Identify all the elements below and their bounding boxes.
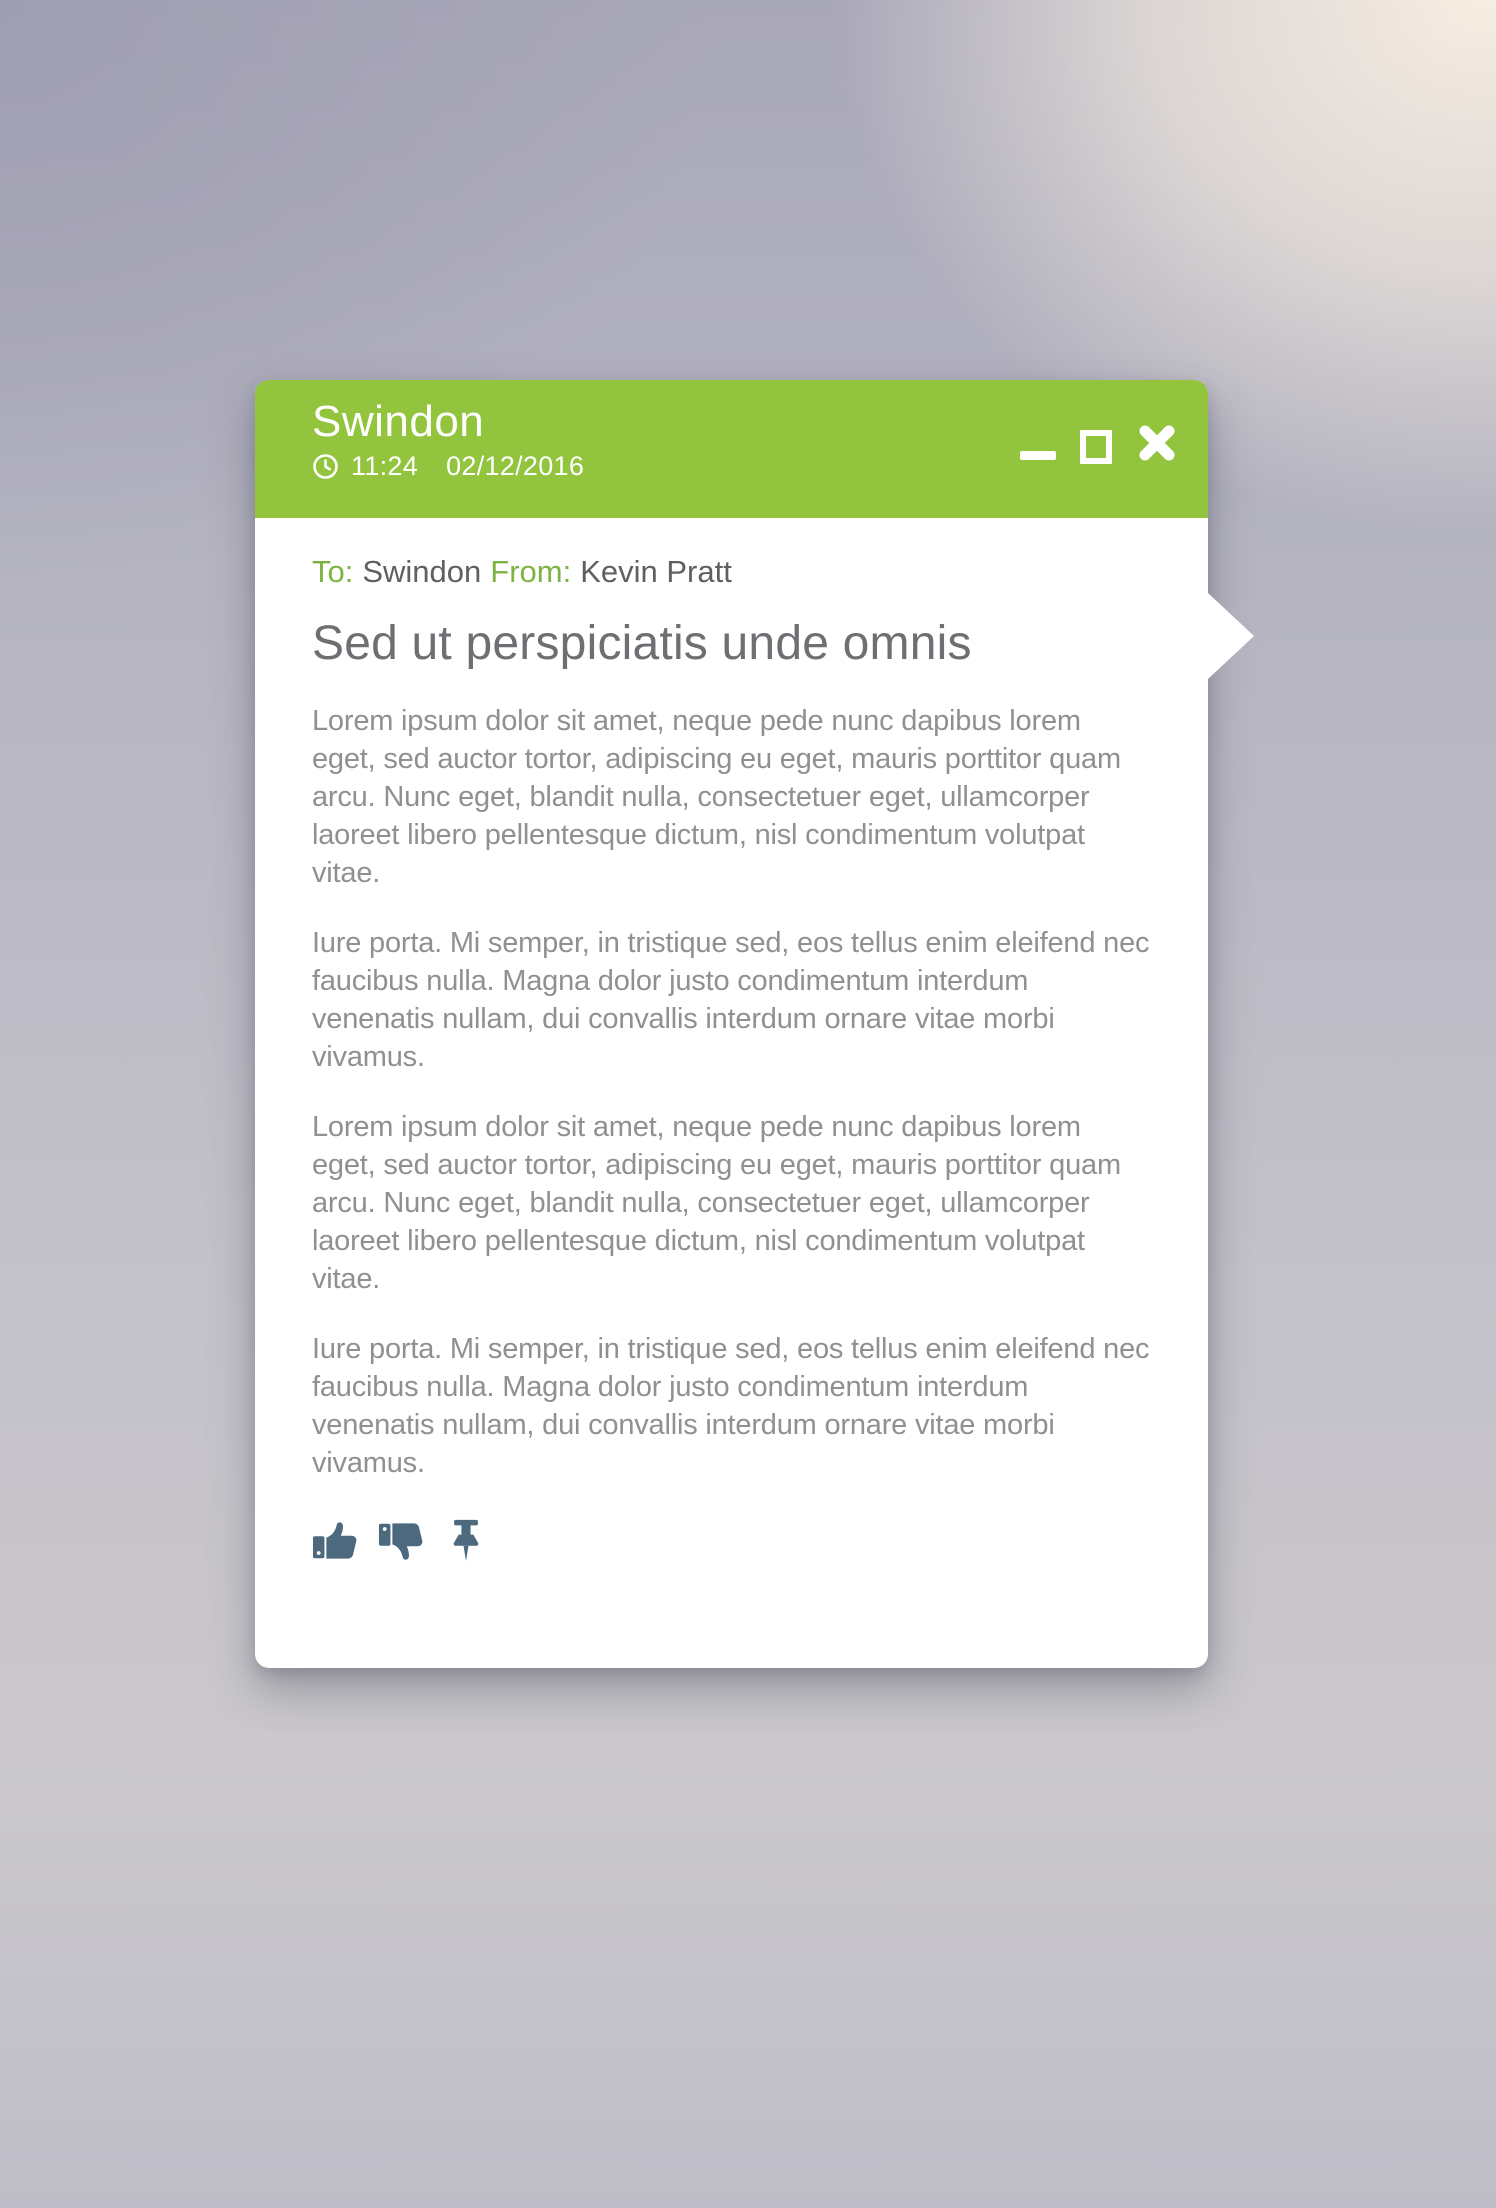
date-text: 02/12/2016 [446,451,585,481]
speech-tail [1208,593,1254,679]
to-label: To: [312,554,354,589]
message-paragraph: Iure porta. Mi semper, in tristique sed, eos tellus enim eleifend nec faucibus nulla. Magna dolor justo condimentum interdum venenatis nullam, dui convallis interdum ornare vitae morbi vivamus. [312,1333,1150,1479]
thumbs-down-button[interactable] [378,1518,424,1564]
from-label: From: [490,554,572,589]
thumbs-up-button[interactable] [312,1518,358,1564]
close-button[interactable] [1136,422,1178,464]
message-window [255,380,1208,1668]
thumbs-up-icon [312,1518,358,1564]
message-paragraph: Lorem ipsum dolor sit amet, neque pede nunc dapibus lorem eget, sed auctor tortor, adipiscing eu eget, mauris porttitor quam arcu. Nunc eget, blandit nulla, consectetuer eget, ullamcorper laoreet libero pellentesque dictum, nisl condimentum volutpat vitae. [312,705,1121,889]
time-text: 11:24 [351,451,419,481]
window-title: Swindon [312,397,485,446]
thumbs-down-icon [378,1518,424,1564]
minimize-button[interactable] [1020,451,1056,460]
pin-icon [444,1518,488,1564]
message-body [255,518,1208,1564]
pin-button[interactable] [444,1518,488,1564]
maximize-button[interactable] [1080,430,1112,464]
window-header [255,380,1208,518]
message-paragraph: Lorem ipsum dolor sit amet, neque pede nunc dapibus lorem eget, sed auctor tortor, adipiscing eu eget, mauris porttitor quam arcu. Nunc eget, blandit nulla, consectetuer eget, ullamcorper laoreet libero pellentesque dictum, nisl condimentum volutpat vitae. [312,1111,1121,1295]
from-value: Kevin Pratt [580,554,732,589]
clock-icon [312,453,339,480]
action-bar [312,1518,1151,1564]
close-icon [1136,422,1178,464]
message-paragraph: Iure porta. Mi semper, in tristique sed, eos tellus enim eleifend nec faucibus nulla. Magna dolor justo condimentum interdum venenatis nullam, dui convallis interdum ornare vitae morbi vivamus. [312,927,1150,1073]
to-from-line [312,552,1151,592]
to-value: Swindon [362,554,482,589]
message-subject: Sed ut perspiciatis unde omnis [312,617,972,670]
window-controls [1020,422,1178,464]
